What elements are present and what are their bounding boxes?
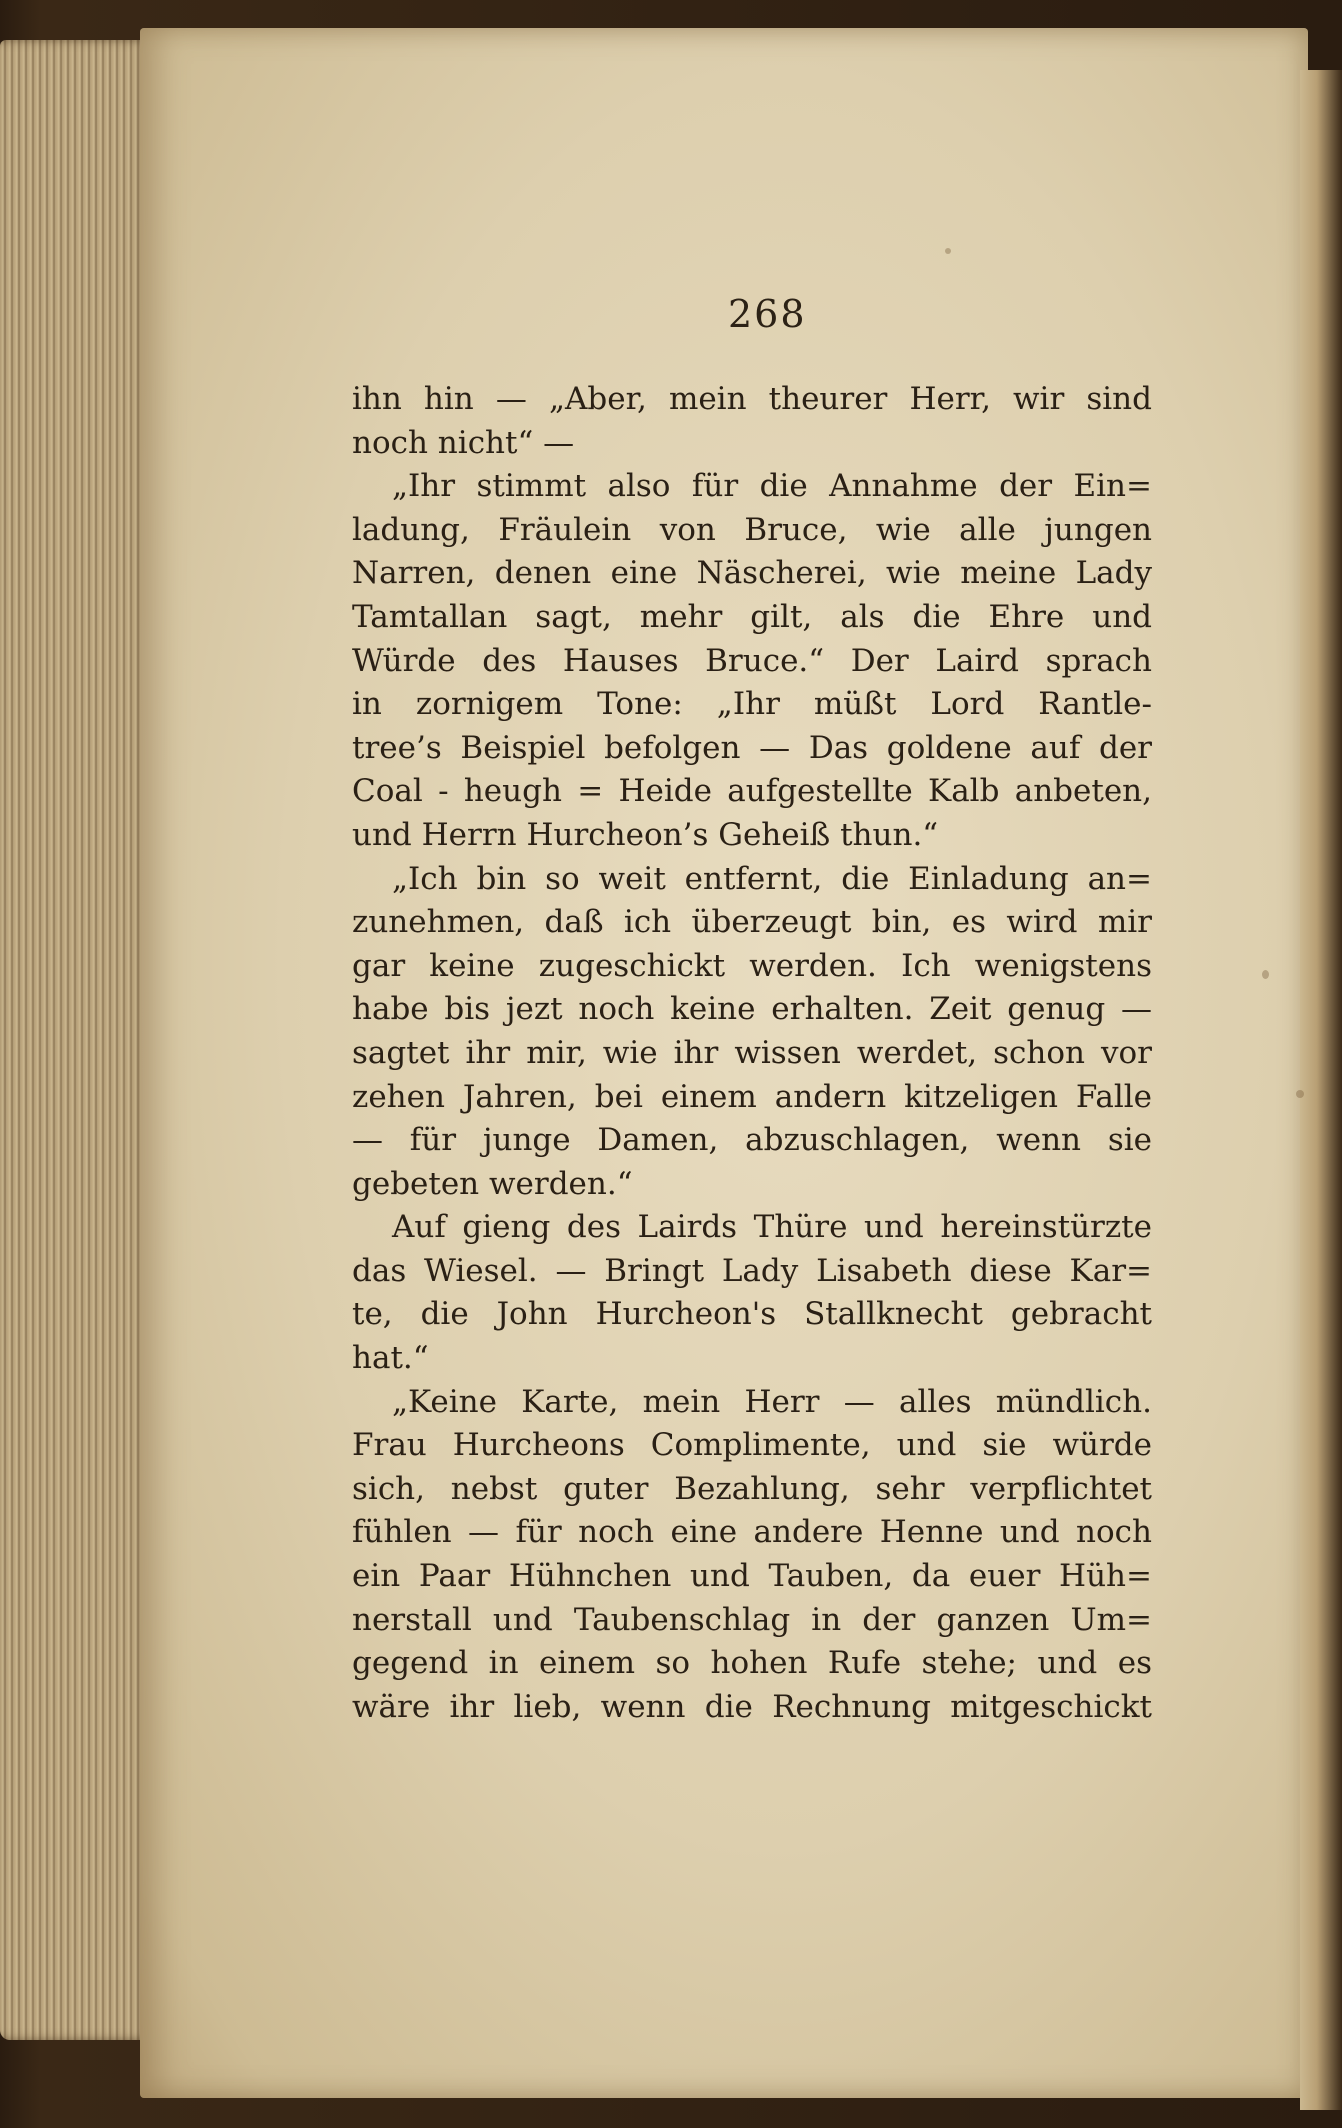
- text-line: sich, nebst guter Bezahlung, sehr verpflichtet: [352, 1470, 1152, 1507]
- text-line: Coal - heugh = Heide aufgestellte Kalb anbeten,: [352, 773, 1152, 810]
- text-line: te, die John Hurcheon's Stallknecht gebracht: [352, 1296, 1152, 1333]
- text-line: Auf gieng des Lairds Thüre und hereinstürzte: [392, 1209, 1152, 1246]
- paragraph-5: [352, 1381, 1152, 1730]
- page-edges: [0, 40, 150, 2040]
- text-line: zehen Jahren, bei einem andern kitzeligen Falle: [352, 1078, 1152, 1115]
- text-line: ihn hin — „Aber, mein theurer Herr, wir sind: [352, 381, 1152, 417]
- text-line: „Keine Karte, mein Herr — alles mündlich.: [392, 1383, 1152, 1420]
- text-line: fühlen — für noch eine andere Henne und noch: [352, 1514, 1152, 1551]
- text-line: Würde des Hauses Bruce.“ Der Laird sprach: [352, 642, 1152, 679]
- text-line: gar keine zugeschickt werden. Ich wenigstens: [352, 947, 1152, 984]
- paragraph-2: [352, 465, 1152, 857]
- text-line: und Herrn Hurcheon’s Geheiß thun.“: [352, 816, 939, 853]
- text-line: das Wiesel. — Bringt Lady Lisabeth diese Kar=: [352, 1252, 1152, 1289]
- text-line: wäre ihr lieb, wenn die Rechnung mitgeschickt: [352, 1688, 1152, 1725]
- text-line: — für junge Damen, abzuschlagen, wenn sie: [352, 1122, 1152, 1159]
- next-page-edge: [1300, 70, 1342, 2110]
- foxing-spot: [945, 248, 951, 254]
- text-line: „Ich bin so weit entfernt, die Einladung an=: [392, 860, 1152, 897]
- body-text: [352, 378, 1152, 1729]
- foxing-spot: [1262, 970, 1269, 979]
- text-line: tree’s Beispiel befolgen — Das goldene auf der: [352, 729, 1152, 766]
- text-line: Tamtallan sagt, mehr gilt, als die Ehre und: [352, 598, 1152, 635]
- page-number: 268: [728, 292, 807, 336]
- text-line: „Ihr stimmt also für die Annahme der Ein=: [392, 468, 1152, 505]
- text-line: ein Paar Hühnchen und Tauben, da euer Hüh=: [352, 1558, 1152, 1595]
- text-line: habe bis jezt noch keine erhalten. Zeit genug —: [352, 991, 1152, 1028]
- paragraph-1: [352, 378, 1152, 465]
- text-line: ladung, Fräulein von Bruce, wie alle jungen: [352, 511, 1152, 548]
- paragraph-3: [352, 858, 1152, 1207]
- text-line: Narren, denen eine Näscherei, wie meine Lady: [352, 555, 1152, 592]
- text-line: noch nicht“ —: [352, 424, 575, 461]
- text-line: nerstall und Taubenschlag in der ganzen Um=: [352, 1601, 1152, 1638]
- text-line: gegend in einem so hohen Rufe stehe; und es: [352, 1645, 1152, 1682]
- text-line: in zornigem Tone: „Ihr müßt Lord Rantle-: [352, 686, 1152, 723]
- text-line: gebeten werden.“: [352, 1165, 633, 1202]
- text-line: hat.“: [352, 1340, 429, 1377]
- paragraph-4: [352, 1206, 1152, 1380]
- foxing-spot: [1296, 1090, 1304, 1098]
- text-line: zunehmen, daß ich überzeugt bin, es wird mir: [352, 904, 1152, 941]
- text-line: sagtet ihr mir, wie ihr wissen werdet, schon vor: [352, 1034, 1152, 1071]
- text-line: Frau Hurcheons Complimente, und sie würde: [352, 1427, 1152, 1464]
